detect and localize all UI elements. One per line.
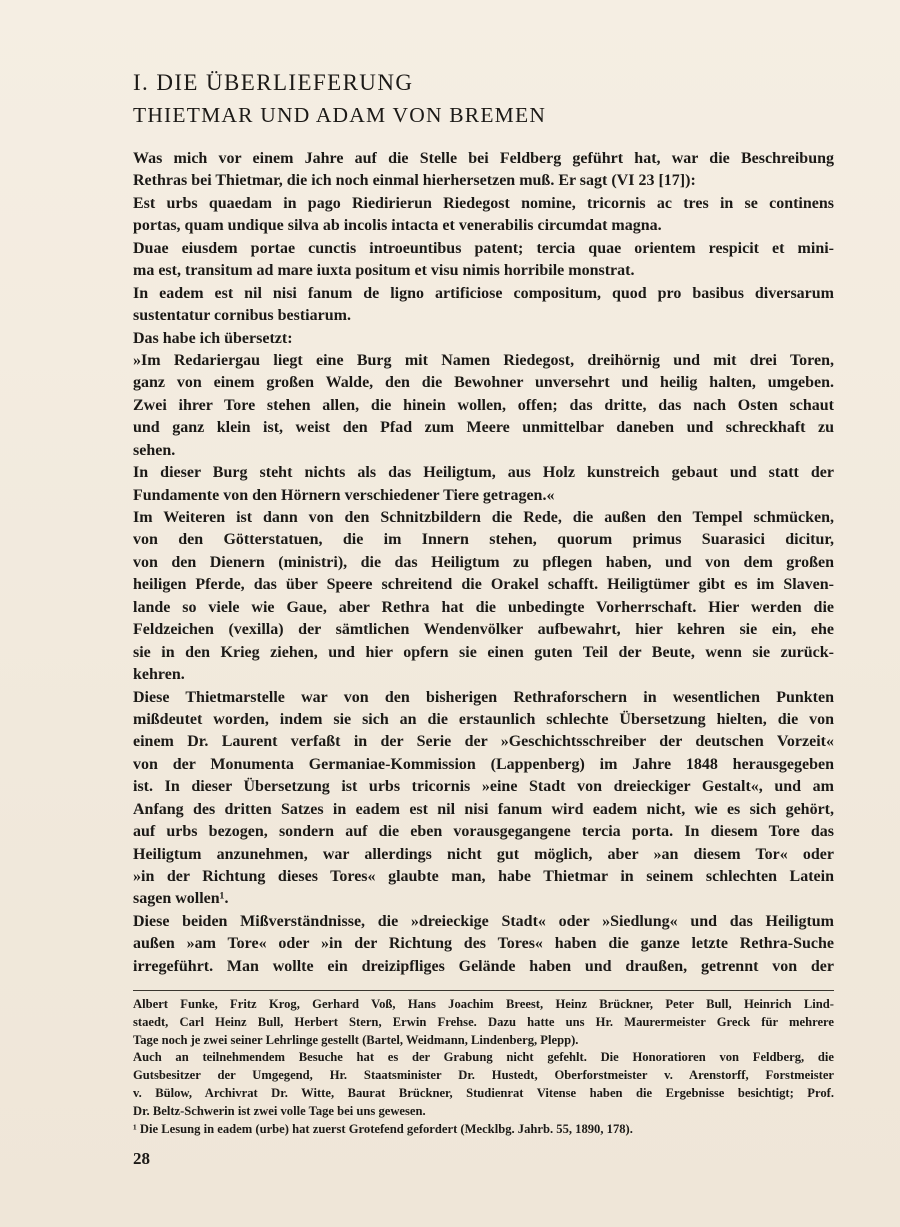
- footnotes: [133, 996, 834, 1138]
- body-line: In dieser Burg steht nichts als das Heiligtum, aus Holz kunstreich gebaut und statt der: [133, 464, 834, 482]
- body-line: ist. In dieser Übersetzung ist urbs tricornis »eine Stadt von dreieckiger Gestalt«, und am: [133, 778, 834, 796]
- footnote-line: Tage noch je zwei seiner Lehrlinge gestellt (Bartel, Weidmann, Lindenberg, Plepp).: [133, 1032, 579, 1047]
- body-line: lande so viele wie Gaue, aber Rethra hat die unbedingte Vorherrschaft. Hier werden die: [133, 598, 834, 616]
- body-line: Zwei ihrer Tore stehen allen, die hinein wollen, offen; das dritte, das nach Osten schaut: [133, 396, 834, 414]
- body-line: »Im Redariergau liegt eine Burg mit Namen Riedegost, dreihörnig und mit drei Toren,: [133, 351, 834, 369]
- body-line: Anfang des dritten Satzes in eadem est nil nisi fanum wird eadem nicht, wie es sich gehört,: [133, 800, 834, 818]
- body-line: Das habe ich übersetzt:: [133, 329, 293, 347]
- footnote-line: ¹ Die Lesung in eadem (urbe) hat zuerst Grotefend gefordert (Mecklbg. Jahrb. 55, 1890, 178).: [133, 1121, 633, 1136]
- body-line: auf urbs bezogen, sondern auf die eben vorausgegangene tercia porta. In diesem Tore das: [133, 823, 834, 841]
- body-line: Feldzeichen (vexilla) der sämtlichen Wendenvölker aufbewahrt, hier kehren sie ein, ehe: [133, 621, 834, 639]
- body-line: mißdeutet worden, indem sie sich an die erstaunlich schlechte Übersetzung hielten, die von: [133, 710, 834, 728]
- body-line: Duae eiusdem portae cunctis introeuntibus patent; tercia quae orientem respicit et mini-: [133, 239, 834, 257]
- body-line: portas, quam undique silva ab incolis intacta et venerabilis circumdat magna.: [133, 217, 662, 235]
- body-line: Diese Thietmarstelle war von den bisherigen Rethraforschern in wesentlichen Punkten: [133, 688, 834, 706]
- body-line: irregeführt. Man wollte ein dreizipfliges Gelände haben und draußen, getrennt von der: [133, 957, 834, 975]
- body-line: sustentatur cornibus bestiarum.: [133, 307, 351, 325]
- body-line: von der Monumenta Germaniae-Kommission (Lappenberg) im Jahre 1848 herausgegeben: [133, 755, 834, 773]
- chapter-title: I. DIE ÜBERLIEFERUNG: [133, 70, 414, 95]
- footnote-line: Gutsbesitzer der Umgegend, Hr. Staatsminister Dr. Hustedt, Oberforstmeister v. Arenstorff, Forstmeister: [133, 1068, 834, 1083]
- body-line: Im Weiteren ist dann von den Schnitzbildern die Rede, die außen den Tempel schmücken,: [133, 509, 834, 526]
- body-line: sie in den Krieg ziehen, und hier opfern sie einen guten Teil der Beute, wenn sie zurück-: [133, 643, 834, 661]
- page-number: 28: [133, 1149, 150, 1168]
- body-line: einem Dr. Laurent verfaßt in der Serie der »Geschichtsschreiber der deutschen Vorzeit«: [133, 733, 834, 751]
- body-line: ganz von einem großen Walde, den die Bewohner unversehrt und heilig halten, umgeben.: [133, 374, 834, 392]
- body-line: Was mich vor einem Jahre auf die Stelle bei Feldberg geführt hat, war die Beschreibung: [133, 150, 834, 167]
- body-line: Est urbs quaedam in pago Riedirierun Riedegost nomine, tricornis ac tres in se continens: [133, 194, 834, 212]
- body-line: sagen wollen¹.: [133, 890, 229, 908]
- body-line: ma est, transitum ad mare iuxta positum et visu nimis horribile monstrat.: [133, 262, 635, 280]
- footnote-line: staedt, Carl Heinz Bull, Herbert Stern, Erwin Frehse. Dazu hatte uns Hr. Maurermeister Greck für mehrere: [133, 1014, 834, 1029]
- body-line: und ganz klein ist, weist den Pfad zum Meere unmittelbar daneben und schreckhaft zu: [133, 419, 834, 437]
- body-line: von den Götterstatuen, die im Innern stehen, quorum primus Suarasici dicitur,: [133, 531, 834, 549]
- footnote-line: Dr. Beltz-Schwerin ist zwei volle Tage bei uns gewesen.: [133, 1103, 426, 1118]
- body-line: kehren.: [133, 666, 185, 684]
- body-line: Fundamente von den Hörnern verschiedener Tiere getragen.«: [133, 486, 555, 504]
- body-line: außen »am Tore« oder »in der Richtung des Tores« haben die ganze letzte Rethra-Suche: [133, 935, 834, 953]
- body-text: [133, 148, 834, 978]
- footnote-line: v. Bülow, Archivrat Dr. Witte, Baurat Brückner, Studienrat Vitense haben die Ergebnisse besichtigt; Prof.: [133, 1085, 834, 1100]
- body-line: heiligen Pferde, das über Speere schreitend die Orakel schafft. Heiligtümer gibt es im Slaven-: [133, 576, 834, 594]
- chapter-subtitle: THIETMAR UND ADAM VON BREMEN: [133, 103, 547, 127]
- footnote-line: Albert Funke, Fritz Krog, Gerhard Voß, Hans Joachim Breest, Heinz Brückner, Peter Bull, Heinrich Lind-: [133, 997, 834, 1011]
- footnote-line: Auch an teilnehmendem Besuche hat es der Grabung nicht gefehlt. Die Honoratioren von Feldberg, die: [133, 1050, 834, 1065]
- body-line: Diese beiden Mißverständnisse, die »dreieckige Stadt« oder »Siedlung« und das Heiligtum: [133, 912, 834, 930]
- body-line: Heiligtum anzunehmen, war allerdings nicht gut möglich, aber »an diesem Tor« oder: [133, 845, 834, 863]
- body-line: von den Dienern (ministri), die das Heiligtum zu pflegen haben, und von dem großen: [133, 553, 834, 571]
- body-line: sehen.: [133, 441, 176, 459]
- body-line: Rethras bei Thietmar, die ich noch einmal hierhersetzen muß. Er sagt (VI 23 [17]):: [133, 172, 696, 190]
- body-line: »in der Richtung dieses Tores« glaubte man, habe Thietmar in seinem schlechten Latein: [133, 868, 834, 885]
- footnote-divider: [133, 990, 834, 991]
- body-line: In eadem est nil nisi fanum de ligno artificiose compositum, quod pro basibus diversarum: [133, 284, 834, 302]
